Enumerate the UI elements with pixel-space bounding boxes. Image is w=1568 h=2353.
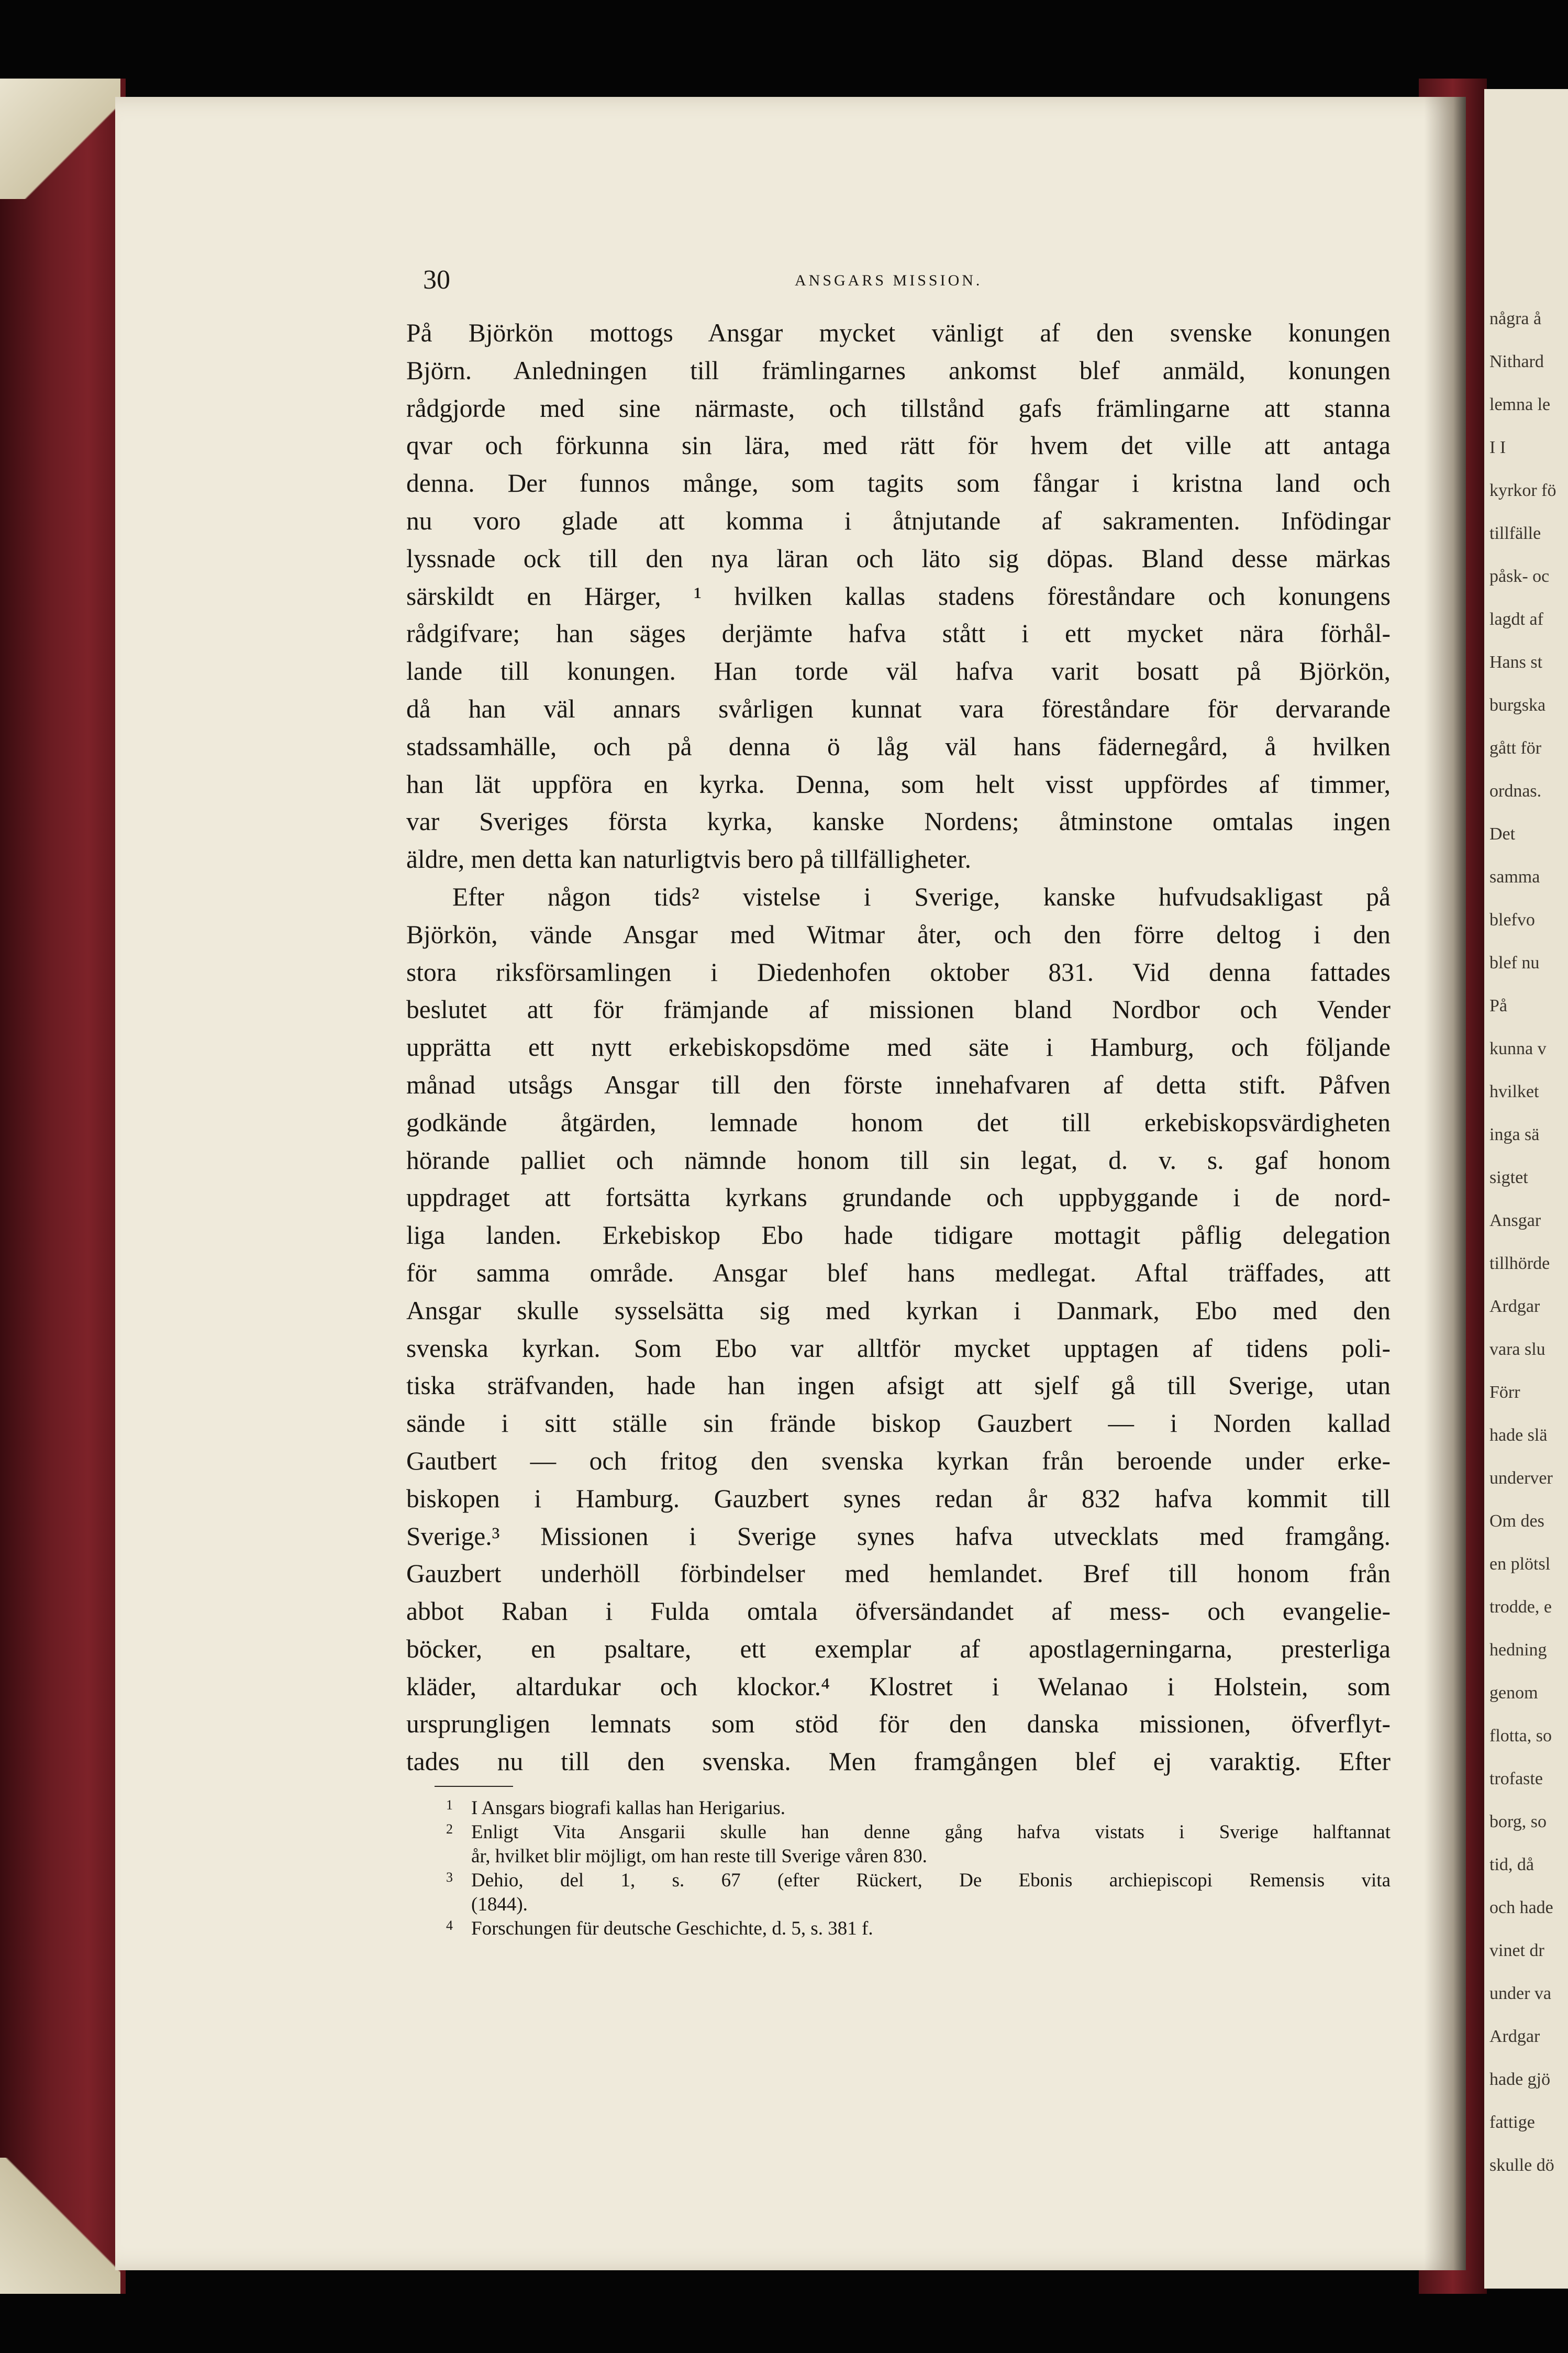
facing-page-fragment: Hans st	[1489, 653, 1543, 672]
text-line: På Björkön mottogs Ansgar mycket vänligt af den svenske konungen	[406, 318, 1391, 347]
text-line: lyssnade ock till den nya läran och läto sig döpas. Bland desse märkas	[406, 544, 1391, 573]
text-line: stora riksförsamlingen i Diedenhofen oktober 831. Vid denna fattades	[406, 957, 1391, 987]
facing-page-fragment: under va	[1489, 1984, 1552, 2003]
facing-page-fragment: Förr	[1489, 1383, 1520, 1402]
page-gutter-shadow	[1424, 97, 1466, 2270]
text-line: för samma område. Ansgar blef hans medlegat. Aftal träffades, att	[406, 1258, 1391, 1287]
footnote	[435, 1869, 1391, 1917]
facing-page-fragment: en plötsl	[1489, 1554, 1551, 1574]
facing-page-fragment: ordnas.	[1489, 781, 1542, 801]
facing-page-fragment: underver	[1489, 1468, 1553, 1488]
facing-page-fragment: och hade	[1489, 1898, 1553, 1917]
facing-page-fragment: Ardgar	[1489, 2027, 1540, 2046]
text-line: beslutet att för främjande af missionen bland Nordbor och Vender	[406, 995, 1391, 1024]
text-line: Gauzbert underhöll förbindelser med hemlandet. Bref till honom från	[406, 1559, 1391, 1588]
text-line: nu voro glade att komma i åtnjutande af sakramenten. Infödingar	[406, 506, 1391, 535]
facing-page-fragment: gått för	[1489, 738, 1542, 758]
facing-page-fragment: kyrkor fö	[1489, 481, 1556, 500]
body-text	[406, 314, 1391, 1781]
text-line: biskopen i Hamburg. Gauzbert synes redan år 832 hafva kommit till	[406, 1484, 1391, 1513]
text-line: tades nu till den svenska. Men framgången blef ej varaktig. Efter	[406, 1747, 1391, 1776]
footnote-marker: 4	[446, 1918, 453, 1933]
text-line: Sverige.³ Missionen i Sverige synes hafva utvecklats med framgång.	[406, 1521, 1391, 1551]
text-line: då han väl annars svårligen kunnat vara föreståndare för dervarande	[406, 694, 1391, 723]
facing-page-fragment: På	[1489, 996, 1507, 1015]
facing-page-fragment: vinet dr	[1489, 1941, 1544, 1960]
facing-page-fragment: genom	[1489, 1683, 1538, 1703]
text-line: äldre, men detta kan naturligtvis bero på tillfälligheter.	[406, 845, 972, 874]
text-line: svenska kyrkan. Som Ebo var alltför mycket upptagen af tidens poli-	[406, 1333, 1391, 1363]
text-line: Efter någon tids² vistelse i Sverige, kanske hufvudsakligast på	[452, 882, 1391, 911]
text-line: han lät uppföra en kyrka. Denna, som helt visst uppfördes af timmer,	[406, 769, 1391, 799]
text-line: Gautbert — och fritog den svenska kyrkan från beroende under erke-	[406, 1446, 1391, 1475]
book-cover-edge	[0, 79, 126, 2294]
facing-page-fragment: sigtet	[1489, 1168, 1528, 1187]
facing-page-fragment: Ardgar	[1489, 1297, 1540, 1316]
facing-page-fragment: inga sä	[1489, 1125, 1540, 1144]
text-line: hörande palliet och nämnde honom till sin legat, d. v. s. gaf honom	[406, 1145, 1391, 1175]
footnotes	[435, 1796, 1391, 1941]
facing-page-fragment: fattige	[1489, 2113, 1535, 2132]
footnote-line: Dehio, del 1, s. 67 (efter Rückert, De Ebonis archiepiscopi Remensis vita	[471, 1870, 1391, 1891]
facing-page-fragment: trodde, e	[1489, 1597, 1552, 1617]
facing-page-fragment: I I	[1489, 438, 1506, 457]
text-line: kläder, altardukar och klockor.⁴ Klostret i Welanao i Holstein, som	[406, 1672, 1391, 1701]
text-line: qvar och förkunna sin lära, med rätt för hvem det ville att antaga	[406, 431, 1391, 460]
page-header	[423, 264, 1387, 296]
page-number: 30	[423, 265, 450, 295]
text-line: Björkön, vände Ansgar med Witmar åter, och den förre deltog i den	[406, 920, 1391, 949]
facing-page-fragment: blef nu	[1489, 953, 1540, 973]
footnote-marker: 3	[446, 1870, 453, 1885]
facing-page-fragment: hvilket	[1489, 1082, 1539, 1101]
text-line: böcker, en psaltare, ett exemplar af apostlagerningarna, presterliga	[406, 1634, 1391, 1663]
text-line: tiska sträfvanden, hade han ingen afsigt att sjelf gå till Sverige, utan	[406, 1371, 1391, 1400]
running-head: ANSGARS MISSION.	[795, 272, 983, 289]
facing-page-fragment: hade gjö	[1489, 2070, 1551, 2089]
facing-page-fragment: Nithard	[1489, 352, 1544, 371]
facing-page-fragment: lagdt af	[1489, 610, 1543, 629]
cover-corner-bottom	[0, 2158, 120, 2294]
text-line: Ansgar skulle sysselsätta sig med kyrkan i Danmark, Ebo med den	[406, 1296, 1391, 1325]
facing-page-fragment: blefvo	[1489, 910, 1535, 930]
footnote-line: (1844).	[471, 1894, 528, 1915]
footnote-rule	[435, 1786, 513, 1787]
text-line: rådgjorde med sine närmaste, och tillstånd gafs främlingarne att stanna	[406, 393, 1391, 423]
facing-page-fragment: burgska	[1489, 695, 1546, 715]
footnote-line: år, hvilket blir möjligt, om han reste till Sverige våren 830.	[471, 1846, 927, 1867]
footnote	[435, 1796, 1391, 1820]
facing-page-fragment: tid, då	[1489, 1855, 1534, 1874]
facing-page-fragment: vara slu	[1489, 1340, 1545, 1359]
text-line: månad utsågs Ansgar till den förste innehafvaren af detta stift. Påfven	[406, 1070, 1391, 1099]
facing-page-fragment: tillfälle	[1489, 524, 1541, 543]
facing-page-fragment: påsk- oc	[1489, 567, 1550, 586]
text-line: Björn. Anledningen till främlingarnes ankomst blef anmäld, konungen	[406, 356, 1391, 385]
facing-page-fragment: trofaste	[1489, 1769, 1543, 1788]
text-line: sände i sitt ställe sin frände biskop Gauzbert — i Norden kallad	[406, 1409, 1391, 1438]
facing-page-fragment: samma	[1489, 867, 1540, 887]
facing-page-fragment: skulle dö	[1489, 2156, 1554, 2175]
text-line: lande till konungen. Han torde väl hafva varit bosatt på Björkön,	[406, 657, 1391, 686]
facing-page-fragment: Det	[1489, 824, 1516, 844]
text-line: särskildt en Härger, ¹ hvilken kallas stadens föreståndare och konungens	[406, 581, 1391, 611]
text-line: var Sveriges första kyrka, kanske Nordens; åtminstone omtalas ingen	[406, 807, 1391, 836]
cover-corner-top	[0, 79, 120, 199]
facing-page-fragment: hedning	[1489, 1640, 1547, 1660]
text-line: ursprungligen lemnats som stöd för den danska missionen, öfverflyt-	[406, 1709, 1391, 1739]
facing-page-fragment: lemna le	[1489, 395, 1551, 414]
text-line: liga landen. Erkebiskop Ebo hade tidigare mottagit påflig delegation	[406, 1221, 1391, 1250]
facing-page-fragment: hade slä	[1489, 1426, 1548, 1445]
facing-page-fragment: Om des	[1489, 1511, 1544, 1531]
facing-page-edge	[1484, 89, 1568, 2289]
text-line: godkände åtgärden, lemnade honom det till erkebiskopsvärdigheten	[406, 1108, 1391, 1137]
footnote-line: I Ansgars biografi kallas han Herigarius.	[471, 1797, 786, 1819]
facing-page-fragment: tillhörde	[1489, 1254, 1550, 1273]
footnote	[435, 1820, 1391, 1869]
facing-page-fragment: Ansgar	[1489, 1211, 1541, 1230]
text-line: upprätta ett nytt erkebiskopsdöme med säte i Hamburg, och följande	[406, 1033, 1391, 1062]
facing-page-fragment: kunna v	[1489, 1039, 1547, 1058]
text-line: abbot Raban i Fulda omtala öfversändandet af mess- och evangelie-	[406, 1597, 1391, 1626]
footnote-line: Forschungen für deutsche Geschichte, d. 5, s. 381 f.	[471, 1918, 873, 1939]
footnote-line: Enligt Vita Ansgarii skulle han denne gång hafva vistats i Sverige halftannat	[471, 1821, 1391, 1843]
footnote	[435, 1917, 1391, 1941]
text-line: rådgifvare; han säges derjämte hafva stått i ett mycket nära förhål-	[406, 619, 1391, 648]
footnote-marker: 1	[446, 1797, 453, 1813]
text-line: stadssamhälle, och på denna ö låg väl hans fädernegård, å hvilken	[406, 732, 1391, 761]
text-line: uppdraget att fortsätta kyrkans grundande och uppbyggande i de nord-	[406, 1183, 1391, 1212]
facing-page-fragment: borg, so	[1489, 1812, 1547, 1831]
facing-page-fragment: några å	[1489, 309, 1542, 328]
text-line: denna. Der funnos månge, som tagits som fångar i kristna land och	[406, 469, 1391, 498]
facing-page-fragment: flotta, so	[1489, 1726, 1552, 1746]
footnote-marker: 2	[446, 1821, 453, 1837]
